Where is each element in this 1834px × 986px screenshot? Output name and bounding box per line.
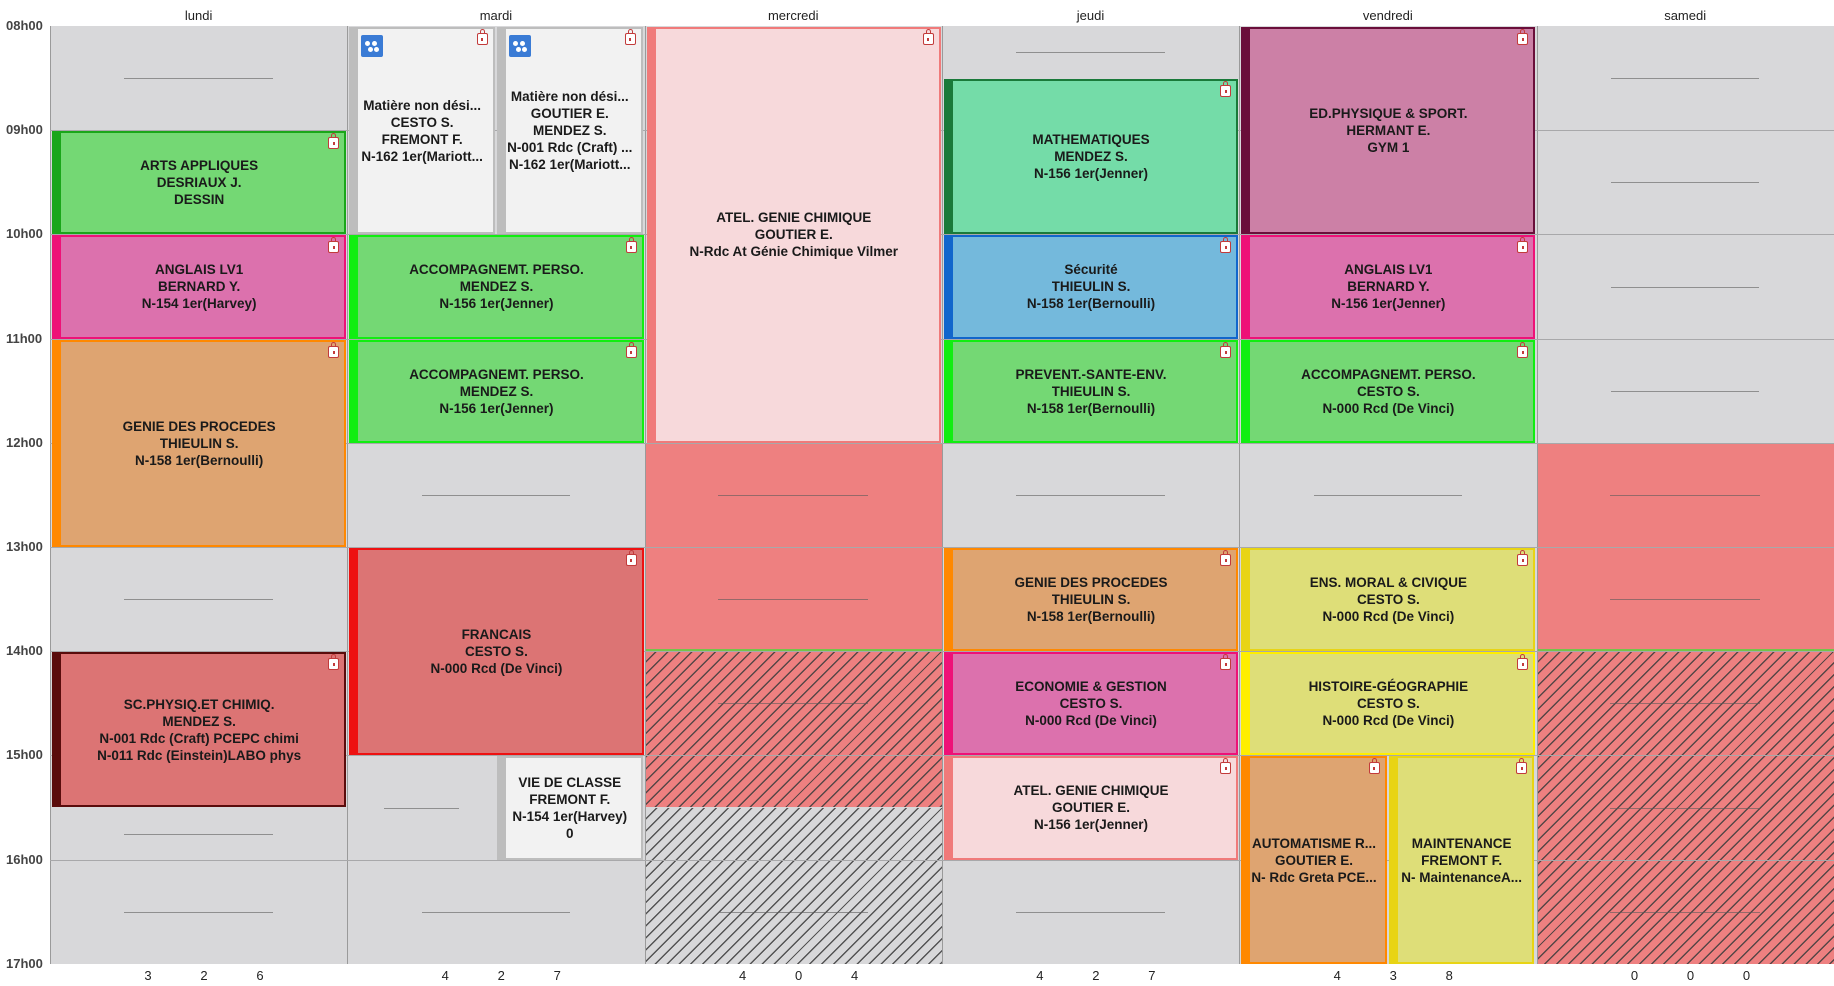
hour-gridline	[50, 860, 1834, 861]
footer-count: 4	[738, 968, 747, 983]
course-subject: MAINTENANCE	[1411, 835, 1512, 851]
course-detail: N-156 1er(Jenner)	[439, 296, 554, 312]
course-subject: PREVENT.-SANTE-ENV.	[1015, 366, 1167, 382]
course-detail: THIEULIN S.	[1051, 592, 1131, 608]
course-subject: Sécurité	[1064, 262, 1118, 278]
day-header-jeudi: jeudi	[1076, 8, 1105, 23]
color-stripe	[1391, 758, 1398, 961]
course-block[interactable]	[52, 131, 346, 234]
lock-icon	[328, 346, 339, 358]
course-subject: ACCOMPAGNEMT. PERSO.	[1301, 366, 1476, 382]
color-stripe	[1243, 758, 1250, 961]
course-block[interactable]	[349, 340, 643, 443]
course-subject: VIE DE CLASSE	[518, 774, 622, 790]
color-stripe	[54, 133, 61, 232]
color-stripe	[499, 29, 506, 232]
course-block[interactable]	[944, 652, 1238, 755]
time-label: 17h00	[6, 955, 43, 971]
time-label: 08h00	[6, 18, 43, 33]
course-block[interactable]	[944, 548, 1238, 651]
course-detail: MENDEZ S.	[459, 383, 534, 399]
empty-slot-marker	[1610, 808, 1760, 809]
course-detail: BERNARD Y.	[158, 279, 241, 295]
course-detail: FREMONT F.	[1421, 852, 1503, 868]
course-block[interactable]	[1241, 235, 1535, 338]
course-subject: ATEL. GENIE CHIMIQUE	[1013, 783, 1169, 799]
color-stripe	[351, 342, 358, 441]
footer-count: 2	[200, 968, 208, 983]
empty-slot-marker	[1610, 599, 1760, 600]
day-header-mardi: mardi	[479, 8, 513, 23]
footer-count: 0	[794, 968, 803, 983]
footer-count: 6	[256, 968, 264, 983]
color-stripe	[499, 758, 506, 857]
footer-count: 7	[1148, 968, 1156, 983]
color-stripe	[351, 550, 358, 753]
empty-slot-marker[interactable]	[422, 495, 571, 496]
course-subject: ENS. MORAL & CIVIQUE	[1309, 575, 1467, 591]
course-subject: ED.PHYSIQUE & SPORT.	[1309, 106, 1468, 122]
course-subject: ARTS APPLIQUES	[140, 158, 259, 174]
lock-icon	[625, 33, 636, 45]
course-detail: THIEULIN S.	[1051, 279, 1131, 295]
lock-icon	[1369, 762, 1380, 774]
course-detail: N-162 1er(Mariott...	[361, 148, 483, 164]
empty-slot-marker	[718, 599, 868, 600]
course-detail: MENDEZ S.	[1054, 149, 1128, 165]
course-detail: DESRIAUX J.	[156, 175, 242, 191]
color-stripe	[946, 654, 953, 753]
empty-slot-marker	[718, 703, 868, 704]
empty-slot-marker[interactable]	[124, 599, 273, 600]
course-detail: N-001 Rdc (Craft) ...	[507, 140, 633, 156]
color-stripe	[946, 342, 953, 441]
course-detail: N-156 1er(Jenner)	[1034, 817, 1149, 833]
day-header-vendredi: vendredi	[1362, 8, 1413, 23]
color-stripe	[1243, 237, 1250, 336]
course-detail: N-001 Rdc (Craft) PCEPC chimi	[99, 730, 299, 746]
lock-icon	[626, 346, 637, 358]
course-block[interactable]	[1241, 340, 1535, 443]
course-detail: CESTO S.	[390, 114, 454, 130]
course-detail: BERNARD Y.	[1347, 279, 1430, 295]
course-block[interactable]	[497, 756, 643, 859]
course-subject: Matière non dési...	[510, 89, 629, 105]
course-subject: MATHEMATIQUES	[1032, 132, 1150, 148]
empty-slot-marker[interactable]	[1611, 182, 1760, 183]
course-block[interactable]	[349, 548, 643, 755]
empty-slot-marker[interactable]	[1016, 912, 1165, 913]
course-detail: N-Rdc At Génie Chimique Vilmer	[689, 244, 899, 260]
course-detail: GOUTIER E.	[530, 106, 609, 122]
course-detail: FREMONT F.	[381, 131, 463, 147]
course-detail: N-154 1er(Harvey)	[512, 808, 628, 824]
course-detail: N-156 1er(Jenner)	[1331, 296, 1446, 312]
unavailable-slot	[646, 808, 942, 964]
course-detail: CESTO S.	[1059, 696, 1123, 712]
day-header-samedi: samedi	[1664, 8, 1707, 23]
color-stripe	[351, 29, 358, 232]
hour-gridline	[50, 547, 1834, 548]
footer-count: 4	[850, 968, 859, 983]
empty-slot-marker	[718, 495, 868, 496]
course-detail: N-000 Rcd (De Vinci)	[430, 661, 563, 677]
time-label: 11h00	[6, 330, 43, 346]
course-detail: N- Rdc Greta PCE...	[1251, 869, 1377, 885]
empty-slot-marker[interactable]	[1611, 391, 1760, 392]
course-detail: THIEULIN S.	[1051, 383, 1131, 399]
course-block[interactable]	[944, 340, 1238, 443]
course-subject: ANGLAIS LV1	[1344, 262, 1433, 278]
course-detail: MENDEZ S.	[533, 123, 607, 139]
lock-icon	[1517, 554, 1528, 566]
course-subject: SC.PHYSIQ.ET CHIMIQ.	[123, 696, 275, 712]
course-detail: GOUTIER E.	[1275, 852, 1354, 868]
lock-icon	[328, 137, 339, 149]
footer-count: 3	[1389, 968, 1397, 983]
course-detail: N-158 1er(Bernoulli)	[1026, 400, 1156, 416]
course-detail: CESTO S.	[1356, 696, 1420, 712]
lock-icon	[1220, 346, 1231, 358]
course-block[interactable]	[52, 652, 346, 807]
empty-slot-marker[interactable]	[1016, 495, 1165, 496]
course-block[interactable]	[349, 235, 643, 338]
course-block[interactable]	[944, 756, 1238, 859]
empty-slot-marker[interactable]	[1016, 52, 1165, 53]
empty-slot-marker[interactable]	[1611, 78, 1760, 79]
course-detail: CESTO S.	[1356, 592, 1420, 608]
lock-icon	[477, 33, 488, 45]
lock-icon	[1516, 762, 1527, 774]
course-detail: N-000 Rcd (De Vinci)	[1025, 713, 1157, 729]
color-stripe	[1243, 550, 1250, 649]
course-subject: ANGLAIS LV1	[155, 262, 244, 278]
course-detail: GOUTIER E.	[1052, 800, 1131, 816]
course-block[interactable]	[497, 27, 643, 234]
course-detail: N-162 1er(Mariott...	[508, 157, 631, 173]
course-subject: ATEL. GENIE CHIMIQUE	[716, 210, 872, 226]
course-detail: N-000 Rcd (De Vinci)	[1322, 400, 1455, 416]
course-block[interactable]	[52, 340, 346, 547]
unavailable-slot	[646, 651, 942, 807]
course-detail: CESTO S.	[465, 644, 528, 660]
footer-count: 4	[1333, 968, 1341, 983]
lock-icon	[1517, 346, 1528, 358]
time-label: 13h00	[6, 539, 43, 554]
color-stripe	[946, 550, 953, 649]
course-detail: GOUTIER E.	[754, 227, 833, 243]
color-stripe	[54, 342, 61, 545]
course-block[interactable]	[1241, 652, 1535, 755]
course-detail: N-000 Rcd (De Vinci)	[1322, 609, 1455, 625]
lock-icon	[328, 241, 339, 253]
course-block[interactable]	[349, 27, 495, 234]
course-detail: N-158 1er(Bernoulli)	[135, 452, 264, 468]
time-label: 15h00	[6, 747, 43, 763]
footer-count: 0	[1630, 968, 1639, 983]
empty-slot-marker	[1610, 912, 1760, 913]
footer-count: 7	[553, 968, 561, 983]
color-stripe	[351, 237, 358, 336]
footer-count: 3	[144, 968, 152, 983]
course-detail: N-156 1er(Jenner)	[439, 400, 554, 416]
course-block[interactable]	[1241, 27, 1535, 234]
course-detail: CESTO S.	[1356, 383, 1420, 399]
lock-icon	[1517, 33, 1528, 45]
time-label: 09h00	[6, 122, 43, 138]
course-detail: N-158 1er(Bernoulli)	[1026, 609, 1156, 625]
course-block[interactable]	[647, 27, 941, 443]
empty-slot-marker[interactable]	[1611, 287, 1760, 288]
color-stripe	[1243, 29, 1250, 232]
lock-icon	[1220, 762, 1231, 774]
time-label: 10h00	[6, 226, 43, 242]
course-detail: MENDEZ S.	[162, 713, 236, 729]
lock-icon	[1220, 85, 1231, 97]
course-block[interactable]	[944, 235, 1238, 338]
empty-slot-marker[interactable]	[1314, 495, 1463, 496]
course-detail: N-011 Rdc (Einstein)LABO phys	[97, 747, 302, 763]
lock-icon	[328, 658, 339, 670]
groups-icon	[361, 35, 383, 57]
footer-count: 2	[1092, 968, 1100, 983]
course-detail: 0	[566, 825, 574, 841]
course-block[interactable]	[1241, 548, 1535, 651]
course-subject: ACCOMPAGNEMT. PERSO.	[409, 366, 584, 382]
empty-slot-marker[interactable]	[422, 912, 571, 913]
course-subject: AUTOMATISME R...	[1252, 835, 1376, 851]
footer-count: 2	[497, 968, 505, 983]
footer-count: 8	[1445, 968, 1453, 983]
lock-icon	[1220, 241, 1231, 253]
course-subject: ECONOMIE & GESTION	[1015, 679, 1167, 695]
lock-icon	[1517, 241, 1528, 253]
groups-icon	[509, 35, 531, 57]
color-stripe	[946, 758, 953, 857]
empty-slot-marker[interactable]	[124, 78, 273, 79]
color-stripe	[54, 654, 61, 805]
course-detail: N-000 Rcd (De Vinci)	[1322, 713, 1455, 729]
footer-count: 4	[441, 968, 449, 983]
time-label: 16h00	[6, 851, 43, 867]
empty-slot-marker[interactable]	[124, 912, 273, 913]
lock-icon	[1517, 658, 1528, 670]
course-subject: HISTOIRE-GÉOGRAPHIE	[1308, 679, 1469, 695]
color-stripe	[1243, 654, 1250, 753]
course-block[interactable]	[944, 79, 1238, 234]
time-label: 12h00	[6, 434, 43, 450]
course-block[interactable]	[52, 235, 346, 338]
course-detail: THIEULIN S.	[159, 435, 239, 451]
course-detail: N-154 1er(Harvey)	[141, 296, 257, 312]
course-detail: MENDEZ S.	[459, 279, 534, 295]
lock-icon	[923, 33, 934, 45]
lock-icon	[626, 554, 637, 566]
color-stripe	[1243, 342, 1250, 441]
empty-slot-marker	[718, 912, 868, 913]
footer-count: 0	[1686, 968, 1695, 983]
course-detail: N- MaintenanceA...	[1401, 869, 1523, 885]
course-detail: HERMANT E.	[1346, 123, 1431, 139]
day-header-mercredi: mercredi	[767, 8, 819, 23]
empty-slot-marker	[1610, 703, 1760, 704]
course-subject: GENIE DES PROCEDES	[122, 418, 276, 434]
course-detail: FREMONT F.	[529, 791, 611, 807]
course-block[interactable]	[1389, 756, 1535, 963]
course-subject: GENIE DES PROCEDES	[1014, 575, 1168, 591]
lock-icon	[626, 241, 637, 253]
lock-icon	[1220, 554, 1231, 566]
course-block[interactable]	[1241, 756, 1387, 963]
color-stripe	[946, 81, 953, 232]
course-detail: N-156 1er(Jenner)	[1034, 166, 1149, 182]
course-subject: ACCOMPAGNEMT. PERSO.	[409, 262, 584, 278]
course-subject: Matière non dési...	[363, 97, 481, 113]
time-label: 14h00	[6, 643, 43, 659]
lock-icon	[1220, 658, 1231, 670]
footer-count: 0	[1742, 968, 1751, 983]
footer-count: 4	[1036, 968, 1044, 983]
course-subject: FRANCAIS	[461, 627, 532, 643]
empty-slot-marker[interactable]	[384, 808, 458, 809]
color-stripe	[649, 29, 656, 441]
color-stripe	[54, 237, 61, 336]
empty-slot-marker	[1610, 495, 1760, 496]
course-detail: GYM 1	[1367, 140, 1410, 156]
empty-slot-marker[interactable]	[124, 834, 273, 835]
color-stripe	[946, 237, 953, 336]
course-detail: N-158 1er(Bernoulli)	[1026, 296, 1156, 312]
course-detail: DESSIN	[174, 192, 225, 208]
day-header-lundi: lundi	[184, 8, 213, 23]
